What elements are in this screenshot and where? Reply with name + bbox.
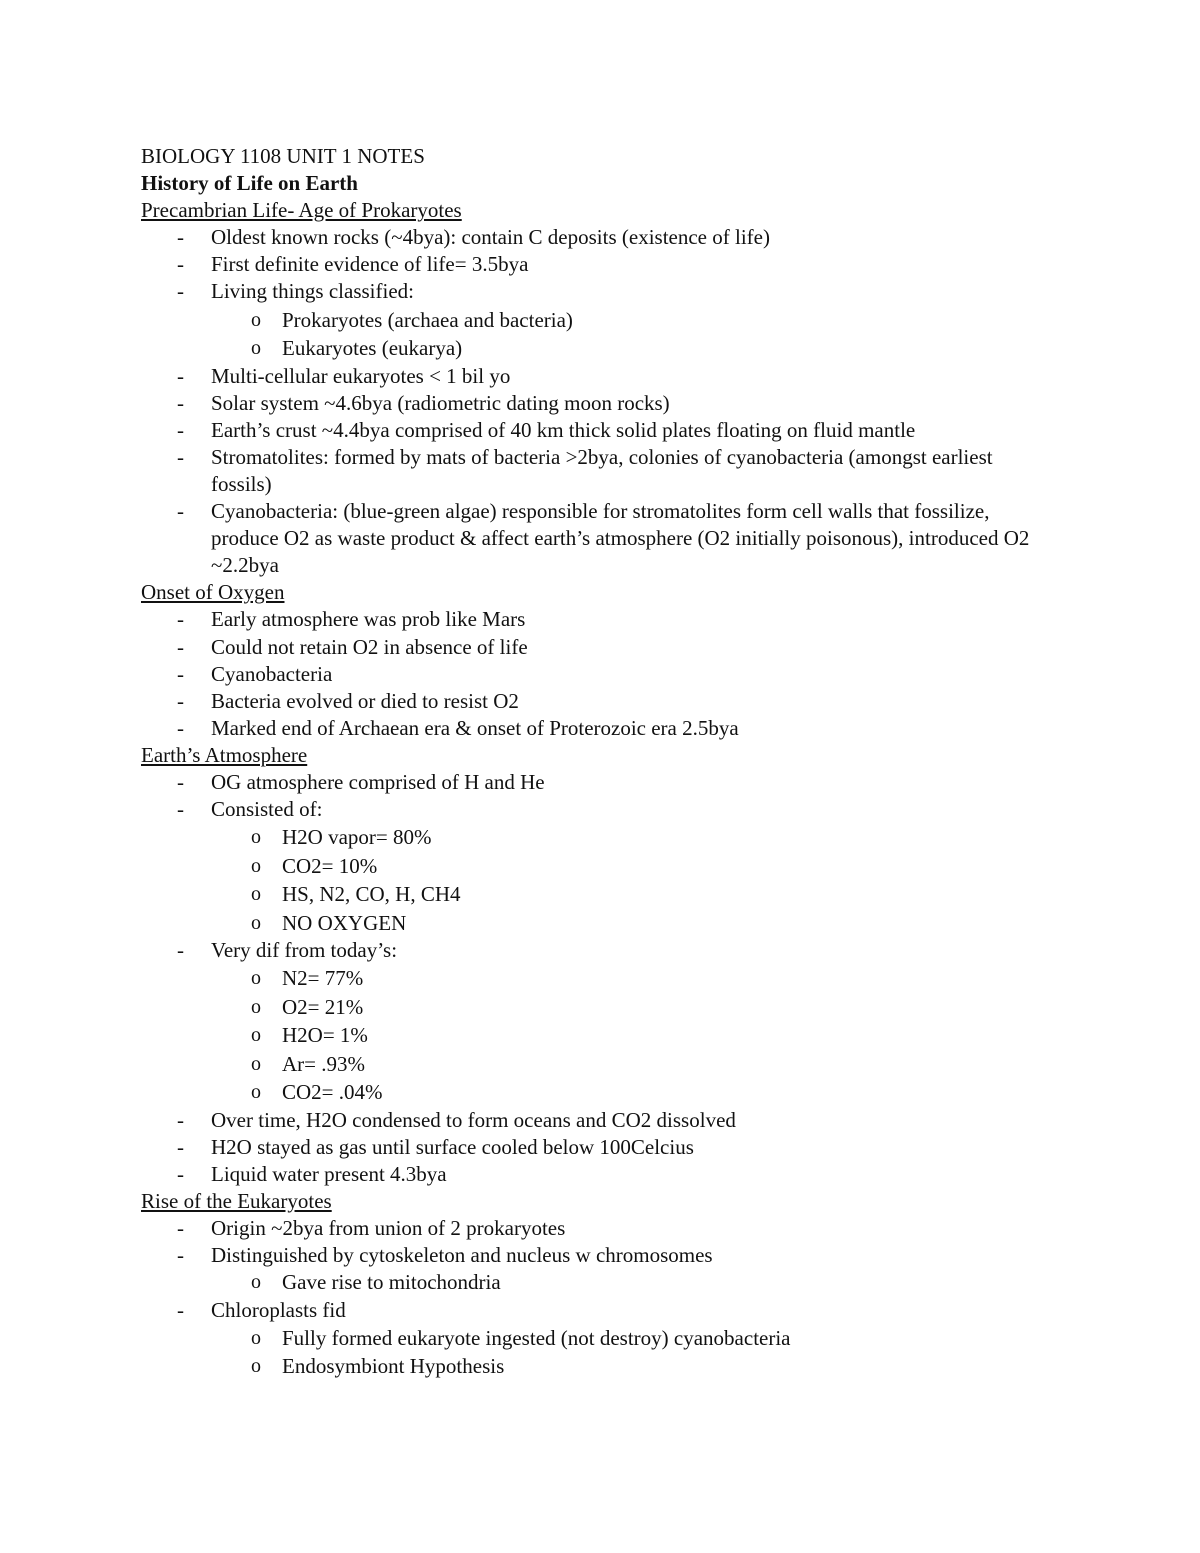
- list-item-text: Early atmosphere was prob like Mars: [211, 607, 526, 632]
- list-item: [141, 390, 1041, 417]
- dash-bullet: -: [177, 499, 184, 524]
- sub-list-item: [141, 880, 1041, 909]
- list-item: [141, 251, 1041, 278]
- list-item: [141, 715, 1041, 742]
- list-item-text: Bacteria evolved or died to resist O2: [211, 688, 519, 713]
- list-item-text: Distinguished by cytoskeleton and nucleus w chromosomes: [211, 1243, 713, 1268]
- sub-list-item: [141, 1050, 1041, 1079]
- dash-bullet: -: [177, 363, 184, 388]
- circle-bullet: o: [251, 1355, 261, 1378]
- sub-list-item: [141, 1352, 1041, 1381]
- circle-bullet: o: [251, 1271, 261, 1294]
- sub-list-item: [141, 1021, 1041, 1050]
- circle-bullet: o: [251, 1024, 261, 1047]
- list-item-text: Over time, H2O condensed to form oceans and CO2 dissolved: [211, 1107, 736, 1132]
- list-item-text: Stromatolites: formed by mats of bacteria >2bya, colonies of cyanobacteria (amongst earliest fossils): [211, 444, 993, 496]
- list-item-text: Cyanobacteria: [211, 661, 333, 686]
- list-item-text: Solar system ~4.6bya (radiometric dating moon rocks): [211, 390, 670, 415]
- dash-bullet: -: [177, 279, 184, 304]
- circle-bullet: o: [251, 854, 261, 877]
- list-item: [141, 1297, 1041, 1324]
- section-title-earths-atmosphere: Earth’s Atmosphere: [141, 742, 308, 767]
- list-item-text: Chloroplasts fid: [211, 1297, 346, 1322]
- list-item: [141, 606, 1041, 633]
- sub-list-item: [141, 334, 1041, 363]
- sub-list-item-text: Fully formed eukaryote ingested (not destroy) cyanobacteria: [282, 1325, 791, 1350]
- list-item: [141, 634, 1041, 661]
- dash-bullet: -: [177, 769, 184, 794]
- section-title-rise-of-eukaryotes: Rise of the Eukaryotes: [141, 1189, 332, 1214]
- dash-bullet: -: [177, 1107, 184, 1132]
- sub-list-item: [141, 1324, 1041, 1353]
- list-item: [141, 1161, 1041, 1188]
- dash-bullet: -: [177, 715, 184, 740]
- list-item-text: Consisted of:: [211, 797, 323, 822]
- list-item-text: Multi-cellular eukaryotes < 1 bil yo: [211, 363, 511, 388]
- sub-list-item-text: CO2= 10%: [282, 853, 378, 878]
- document-title: BIOLOGY 1108 UNIT 1 NOTES: [141, 144, 425, 168]
- list-item-text: Cyanobacteria: (blue-green algae) responsible for stromatolites form cell walls that fossilize, produce O2 as waste product & affect earth’s atmosphere (O2 initially poisonous), introduced O2 ~2.2bya: [211, 499, 1030, 578]
- list-item-text: Earth’s crust ~4.4bya comprised of 40 km thick solid plates floating on fluid mantle: [211, 417, 916, 442]
- list-item: [141, 363, 1041, 390]
- sub-list-item-text: NO OXYGEN: [282, 910, 407, 935]
- dash-bullet: -: [177, 225, 184, 250]
- sub-list-item-text: CO2= .04%: [282, 1080, 383, 1105]
- list-item-text: Living things classified:: [211, 279, 414, 304]
- list-item: [141, 417, 1041, 444]
- list-item: [141, 688, 1041, 715]
- dash-bullet: -: [177, 661, 184, 686]
- sub-list-item-text: N2= 77%: [282, 966, 364, 991]
- sub-list-item-text: Endosymbiont Hypothesis: [282, 1354, 505, 1379]
- list-item: [141, 1215, 1041, 1242]
- sub-list-item: [141, 823, 1041, 852]
- list-item: [141, 1107, 1041, 1134]
- list-item-text: Very dif from today’s:: [211, 938, 398, 963]
- list-item-text: Oldest known rocks (~4bya): contain C deposits (existence of life): [211, 225, 770, 250]
- circle-bullet: o: [251, 967, 261, 990]
- sub-list-item-text: Ar= .93%: [282, 1051, 365, 1076]
- section-title-onset-of-oxygen: Onset of Oxygen: [141, 580, 285, 605]
- dash-bullet: -: [177, 1161, 184, 1186]
- circle-bullet: o: [251, 995, 261, 1018]
- list-item: [141, 1134, 1041, 1161]
- sub-list-item-text: HS, N2, CO, H, CH4: [282, 882, 461, 907]
- section-title-precambrian: Precambrian Life- Age of Prokaryotes: [141, 198, 462, 223]
- dash-bullet: -: [177, 797, 184, 822]
- dash-bullet: -: [177, 1297, 184, 1322]
- circle-bullet: o: [251, 1081, 261, 1104]
- list-item: [141, 769, 1041, 796]
- sub-list-item-text: H2O= 1%: [282, 1023, 368, 1048]
- sub-list-item-text: Prokaryotes (archaea and bacteria): [282, 307, 573, 332]
- list-item: [141, 1242, 1041, 1269]
- circle-bullet: o: [251, 1326, 261, 1349]
- sub-list-item-text: Eukaryotes (eukarya): [282, 336, 463, 361]
- list-item: [141, 661, 1041, 688]
- list-item: [141, 278, 1041, 305]
- list-item-text: Could not retain O2 in absence of life: [211, 634, 528, 659]
- list-item: [141, 937, 1041, 964]
- dash-bullet: -: [177, 417, 184, 442]
- dash-bullet: -: [177, 1243, 184, 1268]
- circle-bullet: o: [251, 911, 261, 934]
- sub-list-item-text: O2= 21%: [282, 994, 364, 1019]
- dash-bullet: -: [177, 1216, 184, 1241]
- circle-bullet: o: [251, 1052, 261, 1075]
- dash-bullet: -: [177, 634, 184, 659]
- notes-page: [141, 143, 1041, 1381]
- document-heading: History of Life on Earth: [141, 171, 358, 196]
- list-item-text: First definite evidence of life= 3.5bya: [211, 252, 529, 277]
- sub-list-item: [141, 852, 1041, 881]
- circle-bullet: o: [251, 826, 261, 849]
- dash-bullet: -: [177, 390, 184, 415]
- dash-bullet: -: [177, 444, 184, 469]
- list-item: [141, 444, 1041, 498]
- sub-list-item: [141, 993, 1041, 1022]
- list-item-text: Marked end of Archaean era & onset of Proterozoic era 2.5bya: [211, 715, 739, 740]
- list-item-text: H2O stayed as gas until surface cooled below 100Celcius: [211, 1134, 694, 1159]
- list-item-text: OG atmosphere comprised of H and He: [211, 769, 545, 794]
- sub-list-item: [141, 1269, 1041, 1297]
- circle-bullet: o: [251, 883, 261, 906]
- dash-bullet: -: [177, 938, 184, 963]
- sub-list-item: [141, 1078, 1041, 1107]
- sub-list-item: [141, 909, 1041, 938]
- list-item-text: Origin ~2bya from union of 2 prokaryotes: [211, 1216, 566, 1241]
- list-item: [141, 796, 1041, 823]
- sub-list-item: [141, 306, 1041, 335]
- dash-bullet: -: [177, 252, 184, 277]
- dash-bullet: -: [177, 688, 184, 713]
- list-item: [141, 224, 1041, 251]
- sub-list-item-text: Gave rise to mitochondria: [282, 1270, 501, 1295]
- sub-list-item-text: H2O vapor= 80%: [282, 825, 432, 850]
- circle-bullet: o: [251, 337, 261, 360]
- circle-bullet: o: [251, 308, 261, 331]
- sub-list-item: [141, 964, 1041, 993]
- list-item: [141, 498, 1041, 579]
- list-item-text: Liquid water present 4.3bya: [211, 1161, 447, 1186]
- dash-bullet: -: [177, 607, 184, 632]
- dash-bullet: -: [177, 1134, 184, 1159]
